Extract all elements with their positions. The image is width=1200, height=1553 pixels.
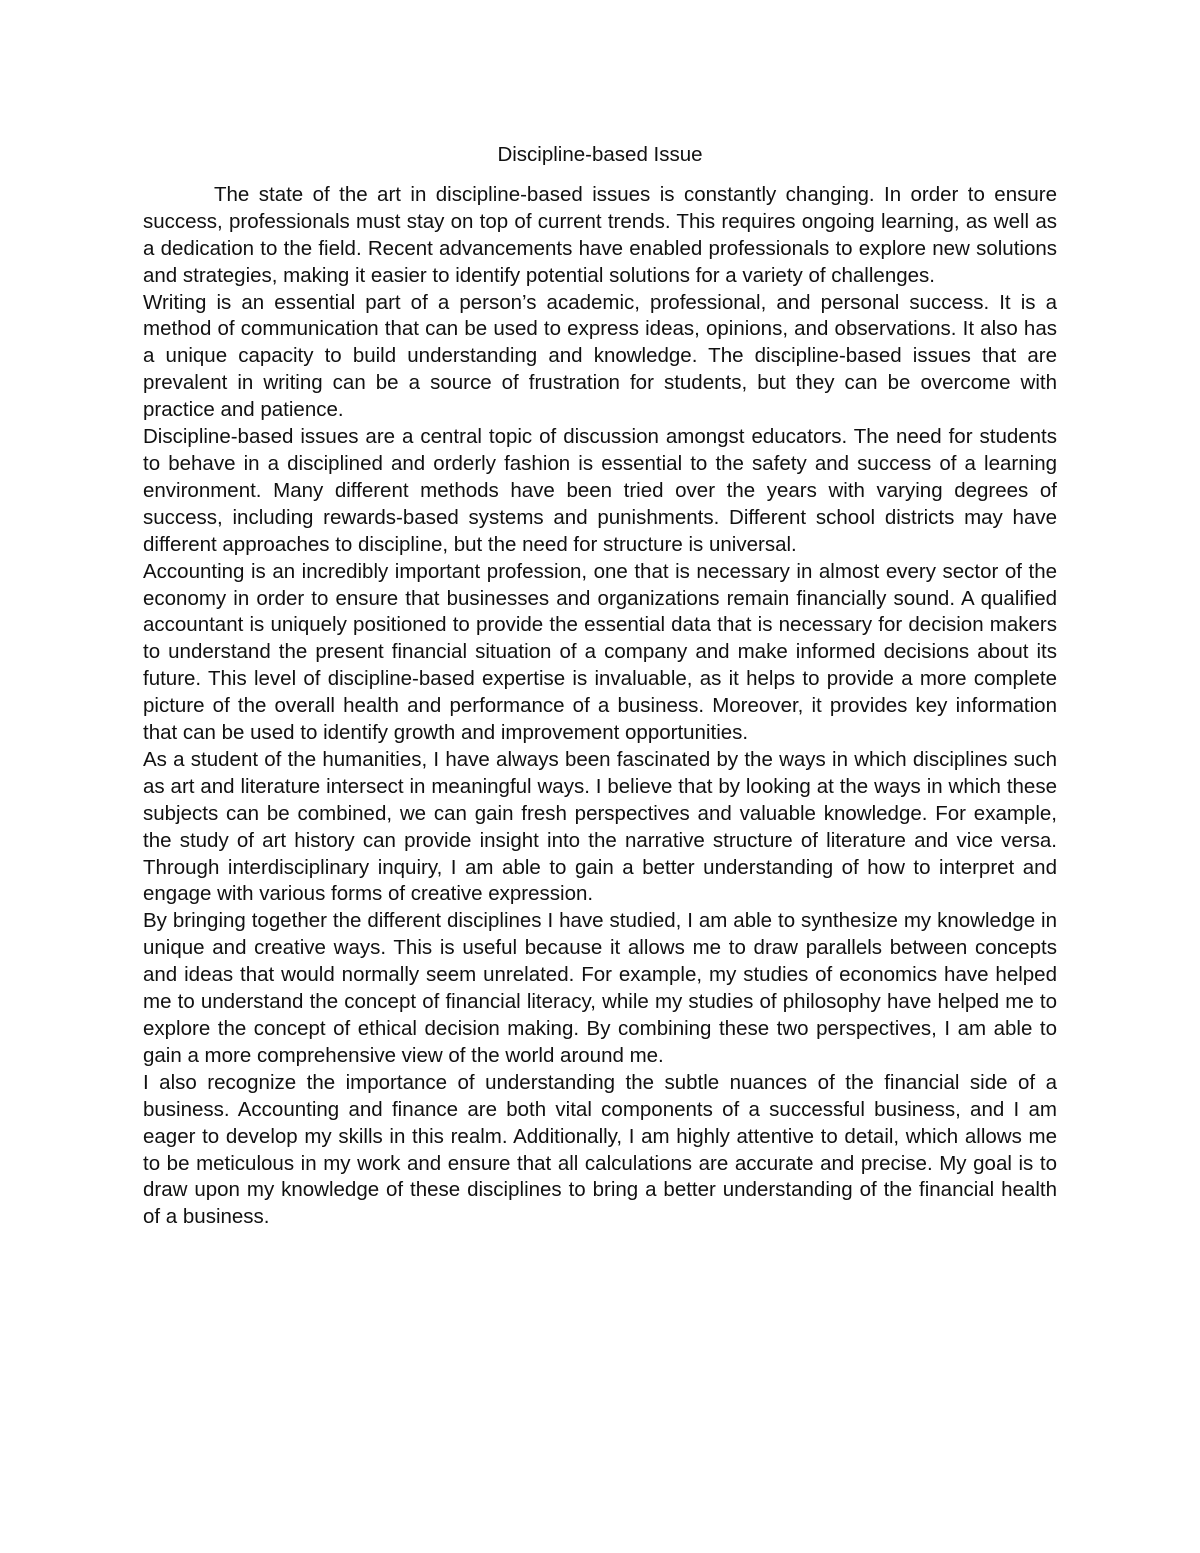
document-title: Discipline-based Issue xyxy=(497,143,703,166)
paragraph: Writing is an essential part of a person’s academic, professional, and personal success. It is a method of communication that can be used to express ideas, opinions, and observations. It also has a unique capacity to build understanding and knowledge. The discipline-based issues that are prevalent in writing can be a source of frustration for students, but they can be overcome with practice and patience. xyxy=(143,290,1057,422)
paragraph: Discipline-based issues are a central topic of discussion amongst educators. The need for students to behave in a disciplined and orderly fashion is essential to the safety and success of a learning environment. Many different methods have been tried over the years with varying degrees of success, including rewards-based systems and punishments. Different school districts may have different approaches to discipline, but the need for structure is universal. xyxy=(143,425,1057,556)
paragraph: By bringing together the different disciplines I have studied, I am able to synthesize my knowledge in unique and creative ways. This is useful because it allows me to draw parallels between concepts and ideas that would normally seem unrelated. For example, my studies of economics have helped me to understand the concept of financial literacy, while my studies of philosophy have helped me to explore the concept of ethical decision making. By combining these two perspectives, I am able to gain a more comprehensive view of the world around me. xyxy=(143,909,1057,1067)
paragraph: Accounting is an incredibly important profession, one that is necessary in almost every sector of the economy in order to ensure that businesses and organizations remain financially sound. A qualified accountant is uniquely positioned to provide the essential data that is necessary for decision makers to understand the present financial situation of a company and make informed decisions about its future. This level of discipline-based expertise is invaluable, as it helps to provide a more complete picture of the overall health and performance of a business. Moreover, it provides key information that can be used to identify growth and improvement opportunities. xyxy=(143,559,1057,745)
document-body xyxy=(143,142,1057,1231)
paragraph: I also recognize the importance of understanding the subtle nuances of the financial side of a business. Accounting and finance are both vital components of a successful business, and I am eager to develop my skills in this realm. Additionally, I am highly attentive to detail, which allows me to be meticulous in my work and ensure that all calculations are accurate and precise. My goal is to draw upon my knowledge of these disciplines to bring a better understanding of the financial health of a business. xyxy=(143,1070,1057,1229)
paragraph: As a student of the humanities, I have always been fascinated by the ways in which disciplines such as art and literature intersect in meaningful ways. I believe that by looking at the ways in which these subjects can be combined, we can gain fresh perspectives and valuable knowledge. For example, the study of art history can provide insight into the narrative structure of literature and vice versa. Through interdisciplinary inquiry, I am able to gain a better understanding of how to interpret and engage with various forms of creative expression. xyxy=(143,747,1057,906)
paragraph: The state of the art in discipline-based issues is constantly changing. In order to ensure success, professionals must stay on top of current trends. This requires ongoing learning, as well as a dedication to the field. Recent advancements have enabled professionals to explore new solutions and strategies, making it easier to identify potential solutions for a variety of challenges. xyxy=(143,182,1057,287)
